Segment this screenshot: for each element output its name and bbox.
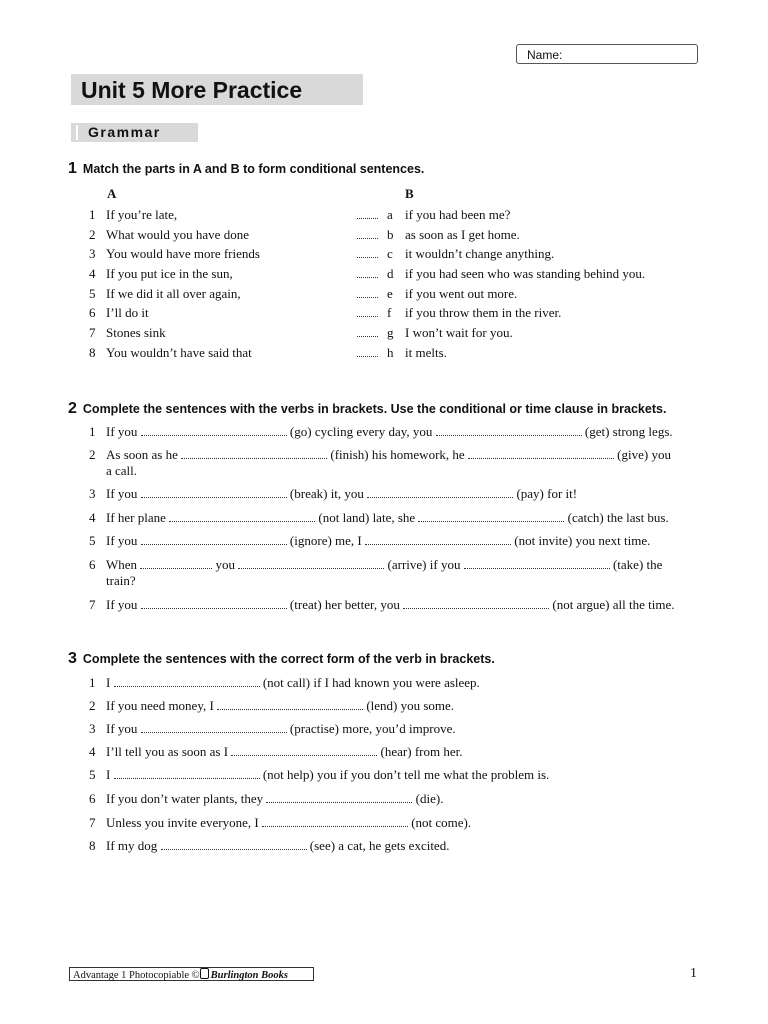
answer-blank[interactable] <box>161 839 307 850</box>
instruction-text: Match the parts in A and B to form conditional sentences. <box>82 162 425 176</box>
answer-blank[interactable] <box>418 511 564 522</box>
list-item: 6 When you (arrive) if you (take) the <box>89 557 663 572</box>
answer-blank[interactable] <box>114 676 260 687</box>
exercise-2-instruction <box>68 400 666 418</box>
exercise-3-instruction <box>68 650 495 668</box>
name-field[interactable] <box>516 44 698 64</box>
list-item: g I won’t wait for you. <box>387 325 513 341</box>
answer-blank[interactable] <box>141 598 287 609</box>
list-item: 7 Unless you invite everyone, I (not come). <box>89 815 472 830</box>
list-item: 8 You wouldn’t have said that <box>89 344 252 360</box>
list-item: 4 If her plane (not land) late, she (catch) the last bus. <box>89 510 669 525</box>
answer-blank[interactable] <box>436 425 582 436</box>
page-title: Unit 5 More Practice <box>71 74 363 105</box>
answer-blank[interactable] <box>141 487 287 498</box>
list-item: 7 Stones sink <box>89 325 166 341</box>
answer-blank[interactable] <box>468 448 614 459</box>
answer-blank[interactable] <box>141 722 287 733</box>
answer-blank[interactable] <box>169 511 315 522</box>
list-item: 2 As soon as he (finish) his homework, he (give) you <box>89 447 671 462</box>
publisher-name: Burlington Books <box>210 970 288 981</box>
list-item: 5 If you (ignore) me, I (not invite) you next time. <box>89 533 651 548</box>
instruction-text: Complete the sentences with the correct form of the verb in brackets. <box>82 652 495 666</box>
list-item: 2 What would you have done <box>89 226 249 242</box>
answer-blank[interactable] <box>266 792 412 803</box>
list-item: 5 I (not help) you if you don’t tell me what the problem is. <box>89 767 550 782</box>
answer-blank[interactable] <box>141 534 287 545</box>
list-item: f if you throw them in the river. <box>387 305 562 321</box>
copyright-text: Advantage 1 Photocopiable © <box>73 970 200 981</box>
answer-blanks <box>357 207 378 365</box>
answer-blank[interactable] <box>357 247 378 258</box>
exercise-number: 3 <box>68 650 77 667</box>
answer-blank[interactable] <box>464 558 610 569</box>
exercise-number: 2 <box>68 400 77 417</box>
answer-blank[interactable] <box>403 598 549 609</box>
footer-credit <box>69 967 314 981</box>
answer-blank[interactable] <box>181 448 327 459</box>
section-label-text: Grammar <box>88 124 161 140</box>
list-item: 1 I (not call) if I had known you were asleep. <box>89 675 480 690</box>
answer-blank[interactable] <box>367 487 513 498</box>
answer-blank[interactable] <box>357 346 378 357</box>
list-item: c it wouldn’t change anything. <box>387 246 555 262</box>
answer-blank[interactable] <box>140 558 212 569</box>
answer-blank[interactable] <box>238 558 384 569</box>
page-number: 1 <box>690 966 697 981</box>
list-item: 1 If you (go) cycling every day, you (get) strong legs. <box>89 424 673 439</box>
list-item-continuation: train? <box>106 573 136 588</box>
answer-blank[interactable] <box>357 228 378 239</box>
exercise-number: 1 <box>68 160 77 177</box>
list-item: d if you had seen who was standing behind you. <box>387 266 646 282</box>
section-label <box>71 123 198 142</box>
list-item: b as soon as I get home. <box>387 226 520 242</box>
answer-blank[interactable] <box>141 425 287 436</box>
answer-blank[interactable] <box>365 534 511 545</box>
list-item: 3 If you (break) it, you (pay) for it! <box>89 486 578 501</box>
list-item: 6 If you don’t water plants, they (die). <box>89 791 444 806</box>
column-b-header: B <box>405 186 414 201</box>
answer-blank[interactable] <box>217 699 363 710</box>
name-label: Name: <box>527 48 563 62</box>
list-item: 8 If my dog (see) a cat, he gets excited. <box>89 838 450 853</box>
list-item: e if you went out more. <box>387 285 518 301</box>
list-item-continuation: a call. <box>106 463 138 478</box>
exercise-1-instruction <box>68 160 424 178</box>
list-item: 1 If you’re late, <box>89 207 178 222</box>
burlington-logo-icon <box>200 968 209 979</box>
list-item: 3 If you (practise) more, you’d improve. <box>89 721 456 736</box>
answer-blank[interactable] <box>231 745 377 756</box>
instruction-text: Complete the sentences with the verbs in brackets. Use the conditional or time clause in brackets. <box>82 402 667 416</box>
answer-blank[interactable] <box>357 306 378 317</box>
list-item: 2 If you need money, I (lend) you some. <box>89 698 455 713</box>
list-item: 3 You would have more friends <box>89 246 260 262</box>
answer-blank[interactable] <box>357 326 378 337</box>
column-a-header: A <box>107 186 117 201</box>
answer-blank[interactable] <box>262 816 408 827</box>
answer-blank[interactable] <box>357 267 378 278</box>
answer-blank[interactable] <box>114 768 260 779</box>
list-item: a if you had been me? <box>387 207 511 222</box>
list-item: 6 I’ll do it <box>89 305 149 321</box>
list-item: 4 If you put ice in the sun, <box>89 266 233 282</box>
answer-blank[interactable] <box>357 208 378 219</box>
answer-blank[interactable] <box>357 287 378 298</box>
list-item: h it melts. <box>387 344 447 360</box>
match-list-b <box>387 207 645 365</box>
match-list-a <box>89 207 260 365</box>
list-item: 4 I’ll tell you as soon as I (hear) from her. <box>89 744 463 759</box>
list-item: 5 If we did it all over again, <box>89 285 241 301</box>
list-item: 7 If you (treat) her better, you (not argue) all the time. <box>89 597 675 612</box>
